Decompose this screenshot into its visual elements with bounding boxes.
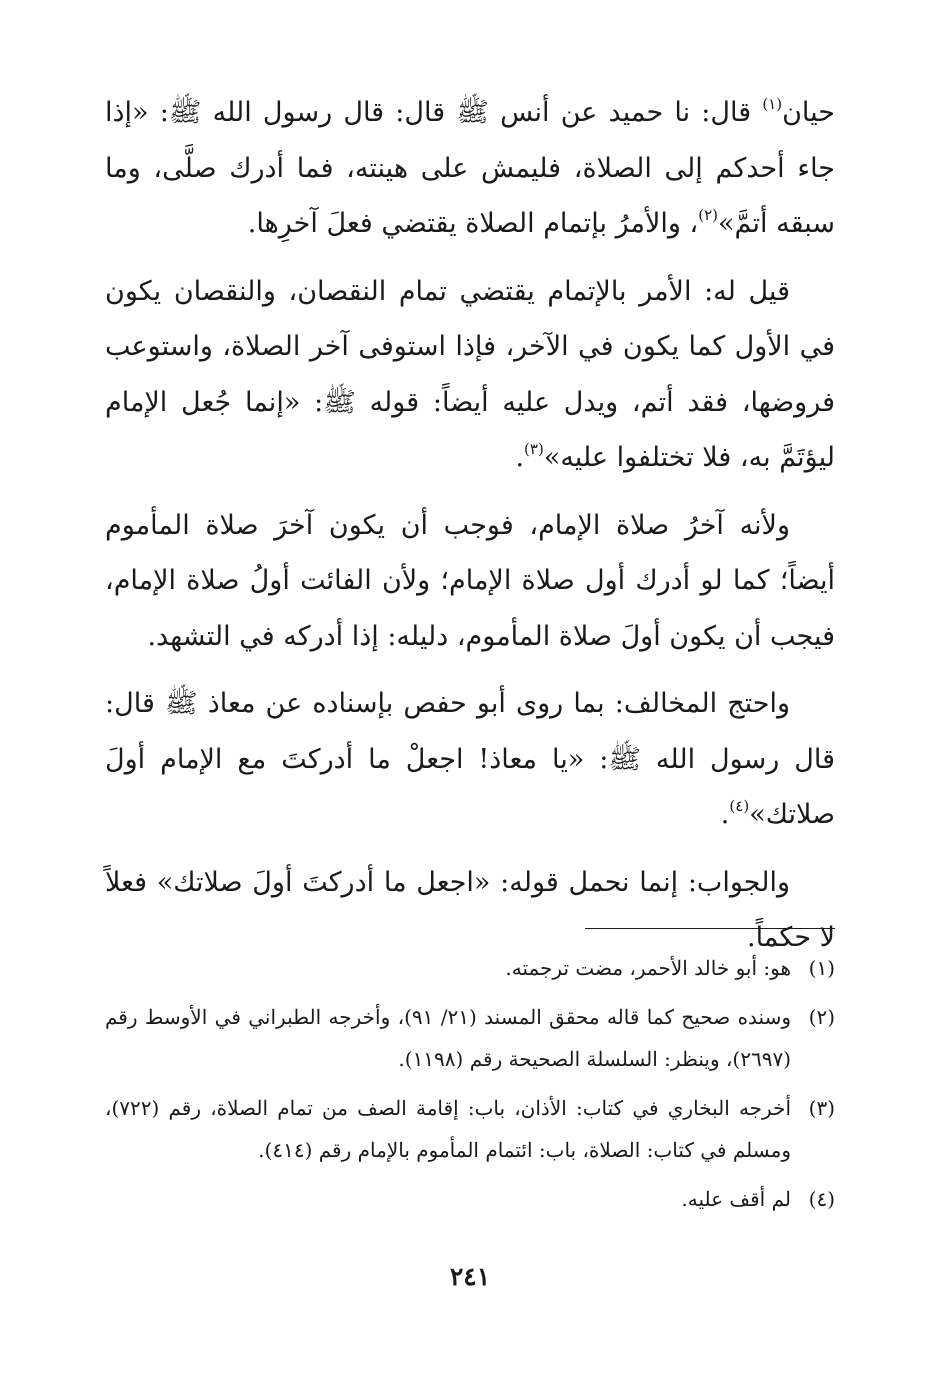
paragraph-text: والجواب: إنما نحمل قوله: «اجعل ما أدركتَ أولَ صلاتك» فعلاً لا حكماً. bbox=[105, 866, 835, 953]
paragraph-text: ولأنه آخرُ صلاة الإمام، فوجب أن يكون آخرَ صلاة المأموم أيضاً؛ كما لو أدرك أول صلاة الإمام؛ ولأن الفائت أولُ صلاة الإمام، فيجب أن يكون أولَ صلاة المأموم، دليله: إذا أدركه في التشهد. bbox=[105, 509, 835, 652]
footnote-number: (٤) bbox=[808, 1187, 835, 1211]
footnote-reference[interactable]: (٢) bbox=[698, 206, 718, 224]
footnote-number: (٣) bbox=[808, 1096, 835, 1120]
paragraph-text: . bbox=[515, 442, 525, 473]
footnote-text: أخرجه البخاري في كتاب: الأذان، باب: إقامة الصف من تمام الصلاة، رقم (٧٢٢)، ومسلم في كتاب: الصلاة، باب: ائتمام المأموم بالإمام رقم (٤١٤). bbox=[105, 1096, 791, 1162]
paragraph-text: قيل له: الأمر بالإتمام يقتضي تمام النقصان، والنقصان يكون في الأول كما يكون في الآخر، فإذا استوفى آخر الصلاة، واستوعب فروضها، فقد أتم، ويدل عليه أيضاً: قوله ﷺ: «إنما جُعل الإمام ليؤتَمَّ به، فلا تختلفوا عليه» bbox=[105, 275, 835, 473]
footnote-text: لم أقف عليه. bbox=[681, 1187, 791, 1211]
footnote-text: هو: أبو خالد الأحمر، مضت ترجمته. bbox=[505, 956, 791, 980]
paragraph-2 bbox=[105, 264, 835, 486]
footnote-reference[interactable]: (١) bbox=[762, 95, 783, 113]
footnote-4 bbox=[105, 1178, 835, 1220]
footnote-divider bbox=[585, 928, 835, 929]
footnote-reference[interactable]: (٤) bbox=[729, 797, 750, 815]
paragraph-text: واحتج المخالف: بما روى أبو حفص بإسناده عن معاذ ﷺ قال: قال رسول الله ﷺ: «يا معاذ! اجعلْ ما أدركتَ مع الإمام أولَ صلاتك» bbox=[105, 688, 835, 830]
footnote-number: (١) bbox=[808, 956, 835, 980]
paragraph-text: ، والأمرُ بإتمام الصلاة يقتضي فعلَ آخرِها. bbox=[247, 208, 699, 239]
paragraph-text: حيان bbox=[782, 97, 835, 128]
paragraph-3 bbox=[105, 498, 835, 665]
paragraph-1 bbox=[105, 85, 835, 252]
page-body bbox=[105, 85, 835, 1291]
footnote-text: وسنده صحيح كما قاله محقق المسند (٢١/ ٩١)، وأخرجه الطبراني في الأوسط رقم (٢٦٩٧)، وينظر: السلسلة الصحيحة رقم (١١٩٨). bbox=[105, 1005, 791, 1071]
footnote-reference[interactable]: (٣) bbox=[524, 440, 544, 458]
paragraph-text: قال: نا حميد عن أنس ﷺ قال: قال رسول الله ﷺ: «إذا جاء أحدكم إلى الصلاة، فليمش على هينته، فما أدرك صلَّى، وما سبقه أتمَّ» bbox=[105, 97, 835, 239]
footnote-number: (٢) bbox=[808, 1005, 835, 1029]
footnote-2 bbox=[105, 996, 835, 1080]
footnote-1 bbox=[105, 947, 835, 989]
footnotes-section bbox=[105, 947, 835, 1227]
footnote-3 bbox=[105, 1087, 835, 1171]
page-number: ٢٤١ bbox=[449, 1262, 491, 1291]
paragraph-4 bbox=[105, 676, 835, 843]
paragraph-text: . bbox=[720, 799, 730, 830]
